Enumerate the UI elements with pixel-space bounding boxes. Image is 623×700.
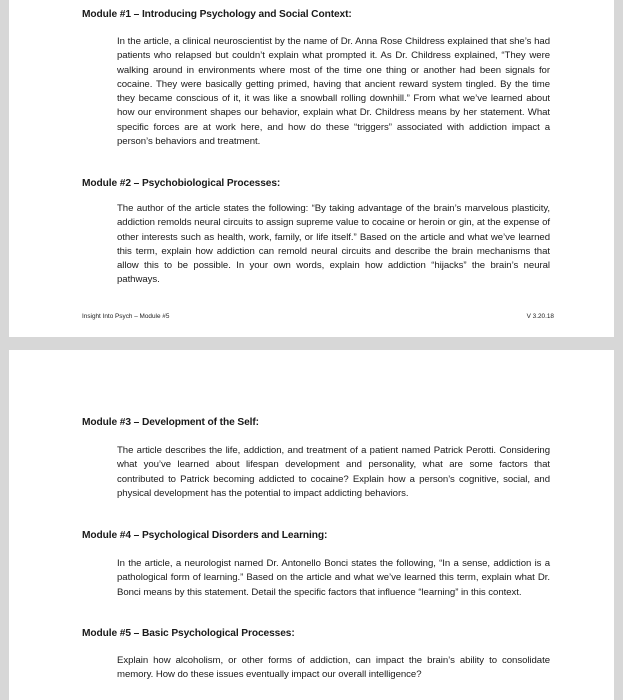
module-2-heading: Module #2 – Psychobiological Processes:	[82, 178, 281, 189]
module-4-text: In the article, a neurologist named Dr. Antonello Bonci states the following, “In a sense, addiction is a pathological form of learning.” Based on the article and what we’ve learned this term, explain what Dr. Bonci means by this statement. Detail the specific factors that influence “learning” in this context.	[117, 558, 550, 598]
footer-course-label: Insight Into Psych – Module #5	[82, 313, 170, 320]
footer-version: V 3.20.18	[526, 313, 554, 320]
module-3-heading: Module #3 – Development of the Self:	[82, 417, 259, 428]
module-5-heading: Module #5 – Basic Psychological Processes:	[82, 628, 295, 639]
module-1-heading: Module #1 – Introducing Psychology and Social Context:	[82, 9, 352, 20]
module-2-text: The author of the article states the following: “By taking advantage of the brain’s marvelous plasticity, addiction remolds neural circuits to assign supreme value to cocaine or heroin or gin, at the expense of other interests such as health, work, family, or life itself.” Based on the article and what we’ve learned this term, explain how addiction can remold neural circuits and describe the brain mechanisms that allow this to be possible. In your own words, explain how addiction “hijacks” the brain’s neural pathways.	[117, 203, 550, 286]
document-page-2	[9, 350, 614, 700]
document-page-1	[9, 0, 614, 337]
module-5-text: Explain how alcoholism, or other forms of addiction, can impact the brain’s ability to consolidate memory. How do these issues eventually impact our overall intelligence?	[117, 655, 550, 681]
module-3-text: The article describes the life, addiction, and treatment of a patient named Patrick Perotti. Considering what you’ve learned about lifespan development and personality, what are some factors that contributed to Patrick becoming addicted to cocaine? Explain how a person’s cognitive, social, and physical development has the potential to impact addicting behaviors.	[117, 445, 550, 499]
module-1-text: In the article, a clinical neuroscientist by the name of Dr. Anna Rose Childress explained that she’s had patients who relapsed but couldn’t explain what prompted it. As Dr. Childress explained, “They were walking around in environments where most of the time one thing or another had been signals for cocaine. They were basically getting primed, having that ancient reward system tingled. By the time they became conscious of it, it was like a snowball rolling downhill.” From what we’ve learned about how our environment shapes our behavior, explain what Dr. Childress means by her statement. What specific forces are at work here, and how do these “triggers” associated with addiction impact a person’s behaviors and treatment.	[117, 36, 550, 148]
module-4-heading: Module #4 – Psychological Disorders and Learning:	[82, 530, 328, 541]
